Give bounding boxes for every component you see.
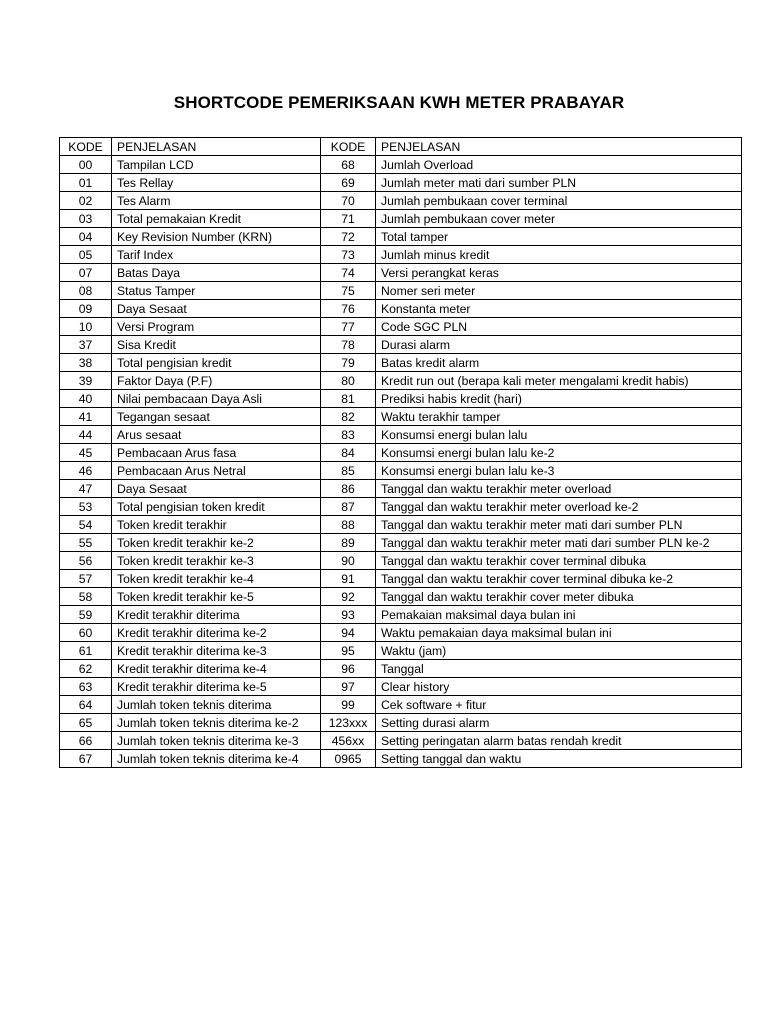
cell-kode-left: 58 — [60, 588, 112, 606]
cell-penjelasan-left: Tarif Index — [112, 246, 321, 264]
cell-penjelasan-left: Kredit terakhir diterima ke-5 — [112, 678, 321, 696]
cell-kode-left: 38 — [60, 354, 112, 372]
table-row — [60, 552, 742, 570]
cell-penjelasan-right: Jumlah pembukaan cover terminal — [376, 192, 742, 210]
cell-kode-right: 73 — [321, 246, 376, 264]
cell-penjelasan-right: Tanggal dan waktu terakhir meter mati dari sumber PLN ke-2 — [376, 534, 742, 552]
cell-penjelasan-left: Token kredit terakhir ke-2 — [112, 534, 321, 552]
table-row — [60, 246, 742, 264]
cell-kode-left: 45 — [60, 444, 112, 462]
table-row — [60, 372, 742, 390]
cell-penjelasan-left: Key Revision Number (KRN) — [112, 228, 321, 246]
cell-penjelasan-left: Pembacaan Arus Netral — [112, 462, 321, 480]
cell-kode-right: 79 — [321, 354, 376, 372]
cell-kode-right: 85 — [321, 462, 376, 480]
cell-penjelasan-left: Daya Sesaat — [112, 300, 321, 318]
table-row — [60, 444, 742, 462]
table-row — [60, 570, 742, 588]
cell-penjelasan-right: Tanggal dan waktu terakhir meter overload — [376, 480, 742, 498]
cell-penjelasan-right: Konsumsi energi bulan lalu ke-3 — [376, 462, 742, 480]
cell-penjelasan-left: Total pengisian token kredit — [112, 498, 321, 516]
cell-penjelasan-left: Token kredit terakhir ke-4 — [112, 570, 321, 588]
cell-penjelasan-right: Batas kredit alarm — [376, 354, 742, 372]
table-row — [60, 318, 742, 336]
cell-kode-left: 67 — [60, 750, 112, 768]
cell-penjelasan-left: Sisa Kredit — [112, 336, 321, 354]
cell-kode-left: 01 — [60, 174, 112, 192]
cell-kode-right: 94 — [321, 624, 376, 642]
cell-penjelasan-left: Jumlah token teknis diterima ke-2 — [112, 714, 321, 732]
cell-kode-left: 05 — [60, 246, 112, 264]
cell-kode-right: 82 — [321, 408, 376, 426]
cell-kode-right: 88 — [321, 516, 376, 534]
cell-penjelasan-left: Tampilan LCD — [112, 156, 321, 174]
cell-penjelasan-left: Faktor Daya (P.F) — [112, 372, 321, 390]
cell-kode-right: 91 — [321, 570, 376, 588]
cell-penjelasan-right: Konsumsi energi bulan lalu ke-2 — [376, 444, 742, 462]
cell-kode-left: 60 — [60, 624, 112, 642]
cell-penjelasan-left: Token kredit terakhir ke-3 — [112, 552, 321, 570]
cell-penjelasan-left: Batas Daya — [112, 264, 321, 282]
cell-penjelasan-left: Daya Sesaat — [112, 480, 321, 498]
cell-kode-right: 95 — [321, 642, 376, 660]
table-row — [60, 732, 742, 750]
cell-kode-left: 02 — [60, 192, 112, 210]
cell-penjelasan-right: Jumlah Overload — [376, 156, 742, 174]
table-row — [60, 282, 742, 300]
cell-penjelasan-right: Code SGC PLN — [376, 318, 742, 336]
table-row — [60, 534, 742, 552]
cell-kode-right: 0965 — [321, 750, 376, 768]
cell-penjelasan-right: Total tamper — [376, 228, 742, 246]
cell-kode-right: 97 — [321, 678, 376, 696]
cell-penjelasan-left: Tegangan sesaat — [112, 408, 321, 426]
cell-kode-left: 08 — [60, 282, 112, 300]
cell-kode-left: 62 — [60, 660, 112, 678]
table-row — [60, 462, 742, 480]
cell-kode-left: 10 — [60, 318, 112, 336]
cell-penjelasan-left: Jumlah token teknis diterima ke-3 — [112, 732, 321, 750]
cell-penjelasan-right: Tanggal dan waktu terakhir cover terminal dibuka ke-2 — [376, 570, 742, 588]
cell-kode-right: 83 — [321, 426, 376, 444]
table-row — [60, 174, 742, 192]
cell-kode-left: 44 — [60, 426, 112, 444]
cell-penjelasan-right: Waktu pemakaian daya maksimal bulan ini — [376, 624, 742, 642]
cell-kode-right: 76 — [321, 300, 376, 318]
cell-kode-left: 64 — [60, 696, 112, 714]
cell-kode-left: 63 — [60, 678, 112, 696]
cell-penjelasan-right: Tanggal dan waktu terakhir meter overload ke-2 — [376, 498, 742, 516]
cell-kode-right: 84 — [321, 444, 376, 462]
table-row — [60, 390, 742, 408]
cell-kode-right: 72 — [321, 228, 376, 246]
cell-kode-right: 77 — [321, 318, 376, 336]
table-row — [60, 192, 742, 210]
cell-kode-right: 74 — [321, 264, 376, 282]
cell-penjelasan-right: Durasi alarm — [376, 336, 742, 354]
cell-penjelasan-right: Nomer seri meter — [376, 282, 742, 300]
header-penjelasan-right: PENJELASAN — [376, 138, 742, 156]
table-row — [60, 498, 742, 516]
cell-penjelasan-right: Konstanta meter — [376, 300, 742, 318]
cell-penjelasan-left: Kredit terakhir diterima ke-3 — [112, 642, 321, 660]
cell-kode-right: 81 — [321, 390, 376, 408]
cell-penjelasan-left: Versi Program — [112, 318, 321, 336]
cell-kode-left: 57 — [60, 570, 112, 588]
table-row — [60, 660, 742, 678]
cell-penjelasan-left: Pembacaan Arus fasa — [112, 444, 321, 462]
table-row — [60, 336, 742, 354]
table-row — [60, 156, 742, 174]
cell-penjelasan-right: Jumlah pembukaan cover meter — [376, 210, 742, 228]
cell-penjelasan-left: Arus sesaat — [112, 426, 321, 444]
cell-kode-right: 86 — [321, 480, 376, 498]
cell-kode-left: 61 — [60, 642, 112, 660]
cell-kode-left: 46 — [60, 462, 112, 480]
header-kode-right: KODE — [321, 138, 376, 156]
cell-penjelasan-right: Cek software + fitur — [376, 696, 742, 714]
cell-kode-right: 75 — [321, 282, 376, 300]
cell-kode-right: 456xx — [321, 732, 376, 750]
table-row — [60, 210, 742, 228]
cell-kode-left: 37 — [60, 336, 112, 354]
table-row — [60, 480, 742, 498]
cell-kode-left: 04 — [60, 228, 112, 246]
cell-penjelasan-left: Kredit terakhir diterima — [112, 606, 321, 624]
table-row — [60, 606, 742, 624]
cell-kode-left: 00 — [60, 156, 112, 174]
cell-penjelasan-left: Kredit terakhir diterima ke-4 — [112, 660, 321, 678]
cell-kode-left: 59 — [60, 606, 112, 624]
cell-penjelasan-right: Prediksi habis kredit (hari) — [376, 390, 742, 408]
cell-penjelasan-left: Status Tamper — [112, 282, 321, 300]
cell-kode-left: 53 — [60, 498, 112, 516]
cell-penjelasan-right: Setting peringatan alarm batas rendah kredit — [376, 732, 742, 750]
table-row — [60, 624, 742, 642]
table-row — [60, 516, 742, 534]
table-row — [60, 750, 742, 768]
header-kode-left: KODE — [60, 138, 112, 156]
cell-kode-right: 69 — [321, 174, 376, 192]
cell-kode-right: 87 — [321, 498, 376, 516]
header-penjelasan-left: PENJELASAN — [112, 138, 321, 156]
cell-kode-right: 96 — [321, 660, 376, 678]
cell-kode-right: 99 — [321, 696, 376, 714]
table-header — [60, 138, 742, 156]
cell-kode-left: 39 — [60, 372, 112, 390]
table-row — [60, 678, 742, 696]
cell-penjelasan-left: Token kredit terakhir — [112, 516, 321, 534]
cell-penjelasan-right: Jumlah minus kredit — [376, 246, 742, 264]
cell-kode-right: 90 — [321, 552, 376, 570]
cell-penjelasan-right: Tanggal — [376, 660, 742, 678]
cell-penjelasan-right: Clear history — [376, 678, 742, 696]
cell-kode-right: 68 — [321, 156, 376, 174]
cell-penjelasan-left: Total pemakaian Kredit — [112, 210, 321, 228]
cell-kode-right: 70 — [321, 192, 376, 210]
cell-penjelasan-left: Jumlah token teknis diterima — [112, 696, 321, 714]
cell-kode-left: 54 — [60, 516, 112, 534]
table-row — [60, 228, 742, 246]
cell-kode-right: 71 — [321, 210, 376, 228]
cell-penjelasan-left: Token kredit terakhir ke-5 — [112, 588, 321, 606]
cell-penjelasan-right: Waktu (jam) — [376, 642, 742, 660]
cell-kode-left: 65 — [60, 714, 112, 732]
cell-kode-right: 89 — [321, 534, 376, 552]
cell-kode-left: 07 — [60, 264, 112, 282]
table-row — [60, 300, 742, 318]
cell-kode-left: 55 — [60, 534, 112, 552]
cell-kode-right: 92 — [321, 588, 376, 606]
cell-kode-right: 123xxx — [321, 714, 376, 732]
table-row — [60, 264, 742, 282]
cell-penjelasan-right: Setting tanggal dan waktu — [376, 750, 742, 768]
table-row — [60, 642, 742, 660]
cell-penjelasan-left: Tes Rellay — [112, 174, 321, 192]
cell-penjelasan-right: Konsumsi energi bulan lalu — [376, 426, 742, 444]
cell-penjelasan-left: Tes Alarm — [112, 192, 321, 210]
cell-kode-left: 09 — [60, 300, 112, 318]
cell-penjelasan-right: Setting durasi alarm — [376, 714, 742, 732]
cell-penjelasan-right: Tanggal dan waktu terakhir meter mati dari sumber PLN — [376, 516, 742, 534]
cell-penjelasan-right: Waktu terakhir tamper — [376, 408, 742, 426]
cell-kode-right: 78 — [321, 336, 376, 354]
table-row — [60, 714, 742, 732]
cell-penjelasan-right: Tanggal dan waktu terakhir cover terminal dibuka — [376, 552, 742, 570]
cell-penjelasan-right: Tanggal dan waktu terakhir cover meter dibuka — [376, 588, 742, 606]
cell-penjelasan-left: Nilai pembacaan Daya Asli — [112, 390, 321, 408]
table-row — [60, 408, 742, 426]
cell-kode-left: 66 — [60, 732, 112, 750]
table-row — [60, 696, 742, 714]
table-body — [60, 156, 742, 768]
table-row — [60, 426, 742, 444]
cell-penjelasan-right: Versi perangkat keras — [376, 264, 742, 282]
header-row — [60, 138, 742, 156]
cell-kode-left: 03 — [60, 210, 112, 228]
cell-penjelasan-left: Total pengisian kredit — [112, 354, 321, 372]
table-row — [60, 588, 742, 606]
cell-penjelasan-left: Kredit terakhir diterima ke-2 — [112, 624, 321, 642]
cell-kode-left: 47 — [60, 480, 112, 498]
cell-penjelasan-right: Jumlah meter mati dari sumber PLN — [376, 174, 742, 192]
cell-kode-left: 56 — [60, 552, 112, 570]
cell-penjelasan-right: Kredit run out (berapa kali meter mengalami kredit habis) — [376, 372, 742, 390]
cell-kode-left: 41 — [60, 408, 112, 426]
table-row — [60, 354, 742, 372]
cell-penjelasan-left: Jumlah token teknis diterima ke-4 — [112, 750, 321, 768]
cell-kode-left: 40 — [60, 390, 112, 408]
cell-kode-right: 80 — [321, 372, 376, 390]
shortcode-table — [59, 137, 742, 768]
cell-kode-right: 93 — [321, 606, 376, 624]
cell-penjelasan-right: Pemakaian maksimal daya bulan ini — [376, 606, 742, 624]
document-title: SHORTCODE PEMERIKSAAN KWH METER PRABAYAR — [173, 93, 625, 112]
